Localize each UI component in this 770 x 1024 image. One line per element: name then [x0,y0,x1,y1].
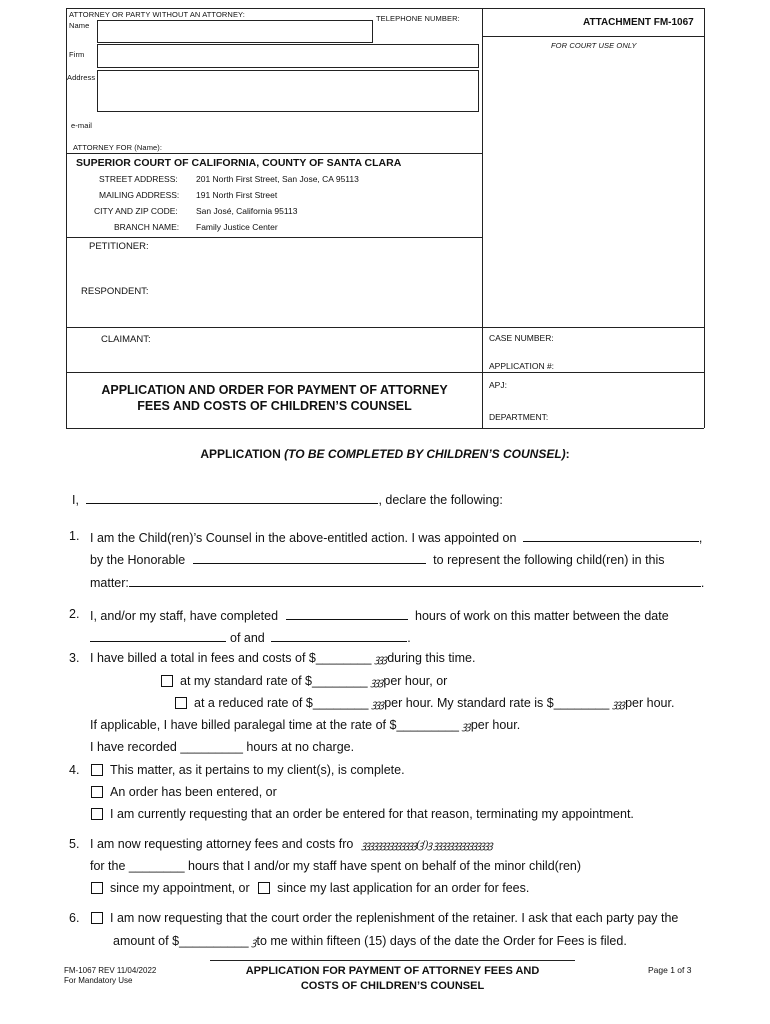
department-label: DEPARTMENT: [489,412,549,422]
p4-line-c [91,807,634,821]
declarant-name-field[interactable] [86,491,378,504]
p6-number: 6. [69,911,80,925]
p3-line-a [90,651,475,665]
p3-line-e [90,740,354,754]
form-title-line2: FEES AND COSTS OF CHILDREN’S COUNSEL [137,399,412,413]
footer-mandatory: For Mandatory Use [64,976,133,985]
p5-line-b [90,859,581,873]
street-value: 201 North First Street, San Jose, CA 95113 [196,174,359,184]
footer-divider [210,960,575,961]
form-title [66,382,483,414]
p3-text-a1: I have billed a total in fees and costs of $________ [90,651,372,665]
firm-field[interactable] [97,44,479,68]
application-heading [0,447,770,461]
p6-text-b2: to me within fifteen (15) days of the date the Order for Fees is filed. [256,934,627,948]
application-heading-italic: (TO BE COMPLETED BY CHILDREN’S COUNSEL) [284,447,566,461]
street-label: STREET ADDRESS: [99,174,178,184]
declare-text: , declare the following: [378,493,503,507]
p1-text-b2: to represent the following child(ren) in this [433,553,665,567]
form-title-line1: APPLICATION AND ORDER FOR PAYMENT OF ATTORNEY [101,383,448,397]
p1-period: . [700,576,705,590]
p3-text-b2: per hour, or [383,674,448,688]
application-number-label: APPLICATION #: [489,361,555,371]
p2-line-a [90,607,669,623]
p3-text-b1: at my standard rate of $________ [180,674,368,688]
address-field[interactable] [97,70,479,112]
p5-text-b: for the ________ hours that I and/or my staff have spent on behalf of the minor child(ren) [90,859,582,873]
attorney-for-label: ATTORNEY FOR (Name): [73,143,163,152]
attorney-label: ATTORNEY OR PARTY WITHOUT AN ATTORNEY: [69,10,245,19]
p2-line-b [90,629,411,645]
p3-number: 3. [69,651,80,665]
email-label: e-mail [71,121,93,130]
replenish-retainer-checkbox[interactable] [91,912,103,924]
p2-text-b: of and [230,631,265,645]
p5-line-c [91,881,529,895]
respondent-label: RESPONDENT: [81,286,149,297]
name-label: Name [69,21,90,30]
p3-text-a2: during this time. [387,651,476,665]
since-appointment-checkbox[interactable] [91,882,103,894]
p4-text-b: An order has been entered, or [110,785,277,799]
p4-text-a: This matter, as it pertains to my client(s), is complete. [110,763,405,777]
claimant-label: CLAIMANT: [101,334,151,345]
petitioner-label: PETITIONER: [89,241,149,252]
children-names-field[interactable] [129,574,701,587]
order-entered-checkbox[interactable] [91,786,103,798]
mailing-label: MAILING ADDRESS: [99,190,180,200]
footer-title-line2: COSTS OF CHILDREN’S COUNSEL [300,980,485,992]
footer-title-line1: APPLICATION FOR PAYMENT OF ATTORNEY FEES AND [245,965,540,977]
garbled-glyph: ꝫꝫꝫꝫꝫꝫꝫꝫꝫꝫꝫꝫꝫꝫ(ꝫ’)ꝫ ꝫꝫꝫꝫꝫꝫꝫꝫꝫꝫꝫꝫꝫꝫꝫ [361,840,492,851]
telephone-label: TELEPHONE NUMBER: [376,14,460,23]
p6-line-b [113,934,627,948]
garbled-glyph: ꝫ [251,937,256,948]
declare-line [72,491,503,507]
garbled-glyph: ꝫꝫꝫ [371,699,384,710]
name-field[interactable] [97,20,373,43]
p5-text-c1: since my appointment, or [110,881,250,895]
footer-title [200,964,585,994]
p6-text-b1: amount of $__________ [113,934,249,948]
application-heading-main: APPLICATION [200,447,285,461]
requesting-order-checkbox[interactable] [91,808,103,820]
city-value: San José, California 95113 [196,206,298,216]
garbled-glyph: ꝫꝫꝫ [370,677,383,688]
hours-completed-field[interactable] [286,607,408,620]
address-label: Address [67,73,96,82]
standard-rate-checkbox[interactable] [161,675,173,687]
p3-line-d [90,718,520,732]
p5-text-c2: since my last application for an order for fees. [277,881,530,895]
mailing-value: 191 North First Street [196,190,278,200]
garbled-glyph: ꝫꝫꝫ [374,654,387,665]
case-number-label: CASE NUMBER: [489,333,554,343]
application-heading-colon: : [565,447,570,461]
city-label: CITY AND ZIP CODE: [94,206,178,216]
since-last-application-checkbox[interactable] [258,882,270,894]
p2-number: 2. [69,607,80,621]
p1-line-a [90,529,702,545]
p1-line-c [90,574,704,590]
p2-text-a2: hours of work on this matter between the date [415,609,669,623]
p1-text-c: matter: [90,576,129,590]
branch-label: BRANCH NAME: [114,222,180,232]
p1-line-b [90,551,665,567]
p5-line-a [90,837,492,851]
matter-complete-checkbox[interactable] [91,764,103,776]
p6-text-a: I am now requesting that the court order the replenishment of the retainer. I ask that each party pay the [110,911,679,925]
p3-text-d2: per hour. [470,718,521,732]
end-date-field[interactable] [271,629,407,642]
p3-text-c3: per hour. [625,696,675,710]
p5-number: 5. [69,837,80,851]
p4-number: 4. [69,763,80,777]
p2-text-a1: I, and/or my staff, have completed [90,609,279,623]
p4-line-a [91,763,405,777]
court-title: SUPERIOR COURT OF CALIFORNIA, COUNTY OF SANTA CLARA [76,157,402,169]
p3-text-e: I have recorded _________ hours at no charge. [90,740,355,754]
apj-label: APJ: [489,380,507,390]
start-date-field[interactable] [90,629,226,642]
p3-text-c1: at a reduced rate of $________ [194,696,369,710]
p3-line-b [161,674,447,688]
footer-form-id: FM-1067 REV 11/04/2022 [64,966,157,975]
court-use-label: FOR COURT USE ONLY [551,41,637,50]
p3-line-c [175,696,674,710]
garbled-glyph: ꝫꝫ [462,721,470,732]
p6-line-a [91,911,678,925]
p2-period: . [407,631,411,645]
p3-text-d1: If applicable, I have billed paralegal time at the rate of $_________ [90,718,460,732]
p1-text-a: I am the Child(ren)’s Counsel in the above-entitled action. I was appointed on [90,531,517,545]
p1-comma: , [698,531,703,545]
garbled-glyph: ꝫꝫꝫ [612,699,625,710]
p4-text-c: I am currently requesting that an order be entered for that reason, terminating my appointment. [110,807,634,821]
p1-text-b1: by the Honorable [90,553,186,567]
appointment-date-field[interactable] [523,529,699,542]
p4-line-b [91,785,277,799]
branch-value: Family Justice Center [196,222,278,232]
declare-i: I, [72,493,79,507]
footer-page: Page 1 of 3 [648,965,692,975]
firm-label: Firm [69,50,85,59]
reduced-rate-checkbox[interactable] [175,697,187,709]
p3-text-c2: per hour. My standard rate is $________ [384,696,610,710]
attachment-label: ATTACHMENT FM-1067 [583,17,694,28]
p1-number: 1. [69,529,80,543]
judge-name-field[interactable] [193,551,426,564]
p5-text-a: I am now requesting attorney fees and costs fro [90,837,354,851]
